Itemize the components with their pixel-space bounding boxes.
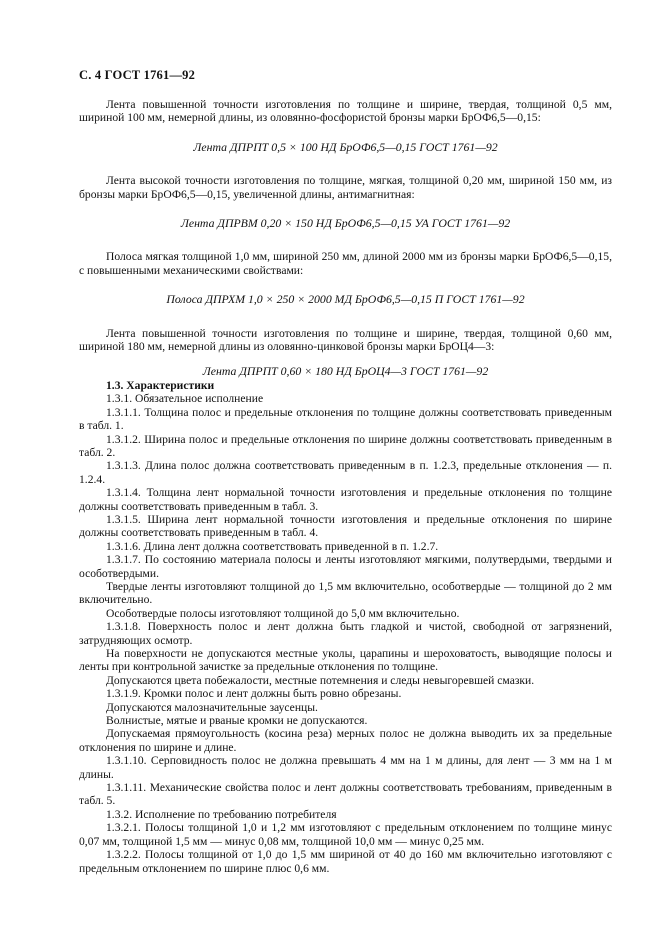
- paragraph: 1.3.1.7. По состоянию материала полосы и ленты изготовляют мягкими, полутвердыми, твердыми и особотвердыми.: [79, 553, 612, 580]
- paragraph: Допускаются малозначительные заусенцы.: [106, 700, 318, 714]
- paragraph: 1.3.2.2. Полосы толщиной от 1,0 до 1,5 мм шириной от 40 до 160 мм включительно изготовляют с предельным отклонением по ширине плюс 0,6 мм.: [79, 848, 612, 875]
- example-4-description: Лента повышенной точности изготовления по толщине и ширине, твердая, толщиной 0,60 мм, шириной 180 мм, немерной длины из оловянно-цинковой бронзы марки БрОЦ4—3:: [79, 326, 612, 354]
- paragraph: Особотвердые полосы изготовляют толщиной до 5,0 мм включительно.: [106, 606, 460, 620]
- paragraph: 1.3.2. Исполнение по требованию потребителя: [106, 807, 337, 821]
- paragraph: Волнистые, мятые и рваные кромки не допускаются.: [106, 714, 368, 728]
- paragraph: Допускаются цвета побежалости, местные потемнения и следы невыгоревшей смазки.: [106, 673, 535, 687]
- example-1-designation: Лента ДПРПТ 0,5 × 100 НД БрОФ6,5—0,15 ГОСТ 1761—92: [193, 139, 498, 154]
- paragraph: 1.3.1.9. Кромки полос и лент должны быть ровно обрезаны.: [106, 687, 402, 701]
- paragraph: 1.3.2.1. Полосы толщиной 1,0 и 1,2 мм изготовляют с предельным отклонением по толщине минус 0,07 мм, толщиной 1,5 мм — минус 0,08 мм, толщиной 10,0 мм — минус 0,25 мм.: [79, 821, 612, 848]
- paragraph: На поверхности не допускаются местные уколы, царапины и шероховатость, выводящие полосы и ленты при контрольной зачистке за предельные отклонения по толщине.: [79, 647, 612, 674]
- paragraph: Твердые ленты изготовляют толщиной до 1,5 мм включительно, особотвердые — толщиной до 2 мм включительно.: [79, 579, 612, 607]
- paragraph: 1.3.1.10. Серповидность полос не должна превышать 4 мм на 1 м длины, для лент — 3 мм на 1 м длины.: [79, 754, 612, 781]
- page-header: С. 4 ГОСТ 1761—92: [79, 68, 196, 82]
- example-1-description: Лента повышенной точности изготовления по толщине и ширине, твердая, толщиной 0,5 мм, шириной 100 мм, немерной длины, из оловянно-фосфористой бронзы марки БрОФ6,5—0,15:: [79, 98, 612, 125]
- paragraph: Допускаемая прямоугольность (косина реза) мерных полос не должна выводить их за предельные отклонения по ширине и длине.: [79, 727, 612, 754]
- example-3-description: Полоса мягкая толщиной 1,0 мм, шириной 250 мм, длиной 2000 мм из бронзы марки БрОФ6,5—0,15, с повышенными механическими свойствами:: [79, 250, 612, 277]
- paragraph: 1.3.1.5. Ширина лент нормальной точности изготовления и предельные отклонения по ширине должны соответствовать приведенным в табл. 4.: [79, 512, 612, 540]
- example-2-description: Лента высокой точности изготовления по толщине, мягкая, толщиной 0,20 мм, шириной 150 мм, из бронзы марки БрОФ6,5—0,15, увеличенной длины, антимагнитная:: [79, 174, 612, 201]
- paragraph: 1.3.1.4. Толщина лент нормальной точности изготовления и предельные отклонения по толщине должны соответствовать приведенным в табл. 3.: [79, 486, 612, 513]
- example-2-designation: Лента ДПРВМ 0,20 × 150 НД БрОФ6,5—0,15 УА ГОСТ 1761—92: [180, 216, 511, 231]
- text-body: [79, 98, 612, 875]
- paragraph: 1.3.1.6. Длина лент должна соответствовать приведенной в п. 1.2.7.: [106, 539, 439, 553]
- paragraph: 1.3.1.8. Поверхность полос и лент должна быть гладкой и чистой, свободной от загрязнений, затрудняющих осмотр.: [79, 620, 612, 647]
- paragraph: 1.3.1.3. Длина полос должна соответствовать приведенным в п. 1.2.3, предельные отклонения — п. 1.2.4.: [79, 459, 612, 486]
- example-4-designation: Лента ДПРПТ 0,60 × 180 НД БрОЦ4—3 ГОСТ 1761—92: [202, 364, 489, 379]
- paragraph: 1.3.1.11. Механические свойства полос и лент должны соответствовать требованиям, приведенным в табл. 5.: [79, 781, 612, 808]
- paragraph: 1.3.1.2. Ширина полос и предельные отклонения по ширине должны соответствовать приведенным в табл. 2.: [79, 432, 612, 459]
- paragraph: 1.3.1.1. Толщина полос и предельные отклонения по толщине должны соответствовать приведенным в табл. 1.: [79, 405, 612, 433]
- example-3-designation: Полоса ДПРХМ 1,0 × 250 × 2000 МД БрОФ6,5—0,15 П ГОСТ 1761—92: [166, 292, 525, 307]
- section-heading: 1.3. Характеристики: [106, 378, 215, 392]
- paragraph: 1.3.1. Обязательное исполнение: [106, 392, 264, 406]
